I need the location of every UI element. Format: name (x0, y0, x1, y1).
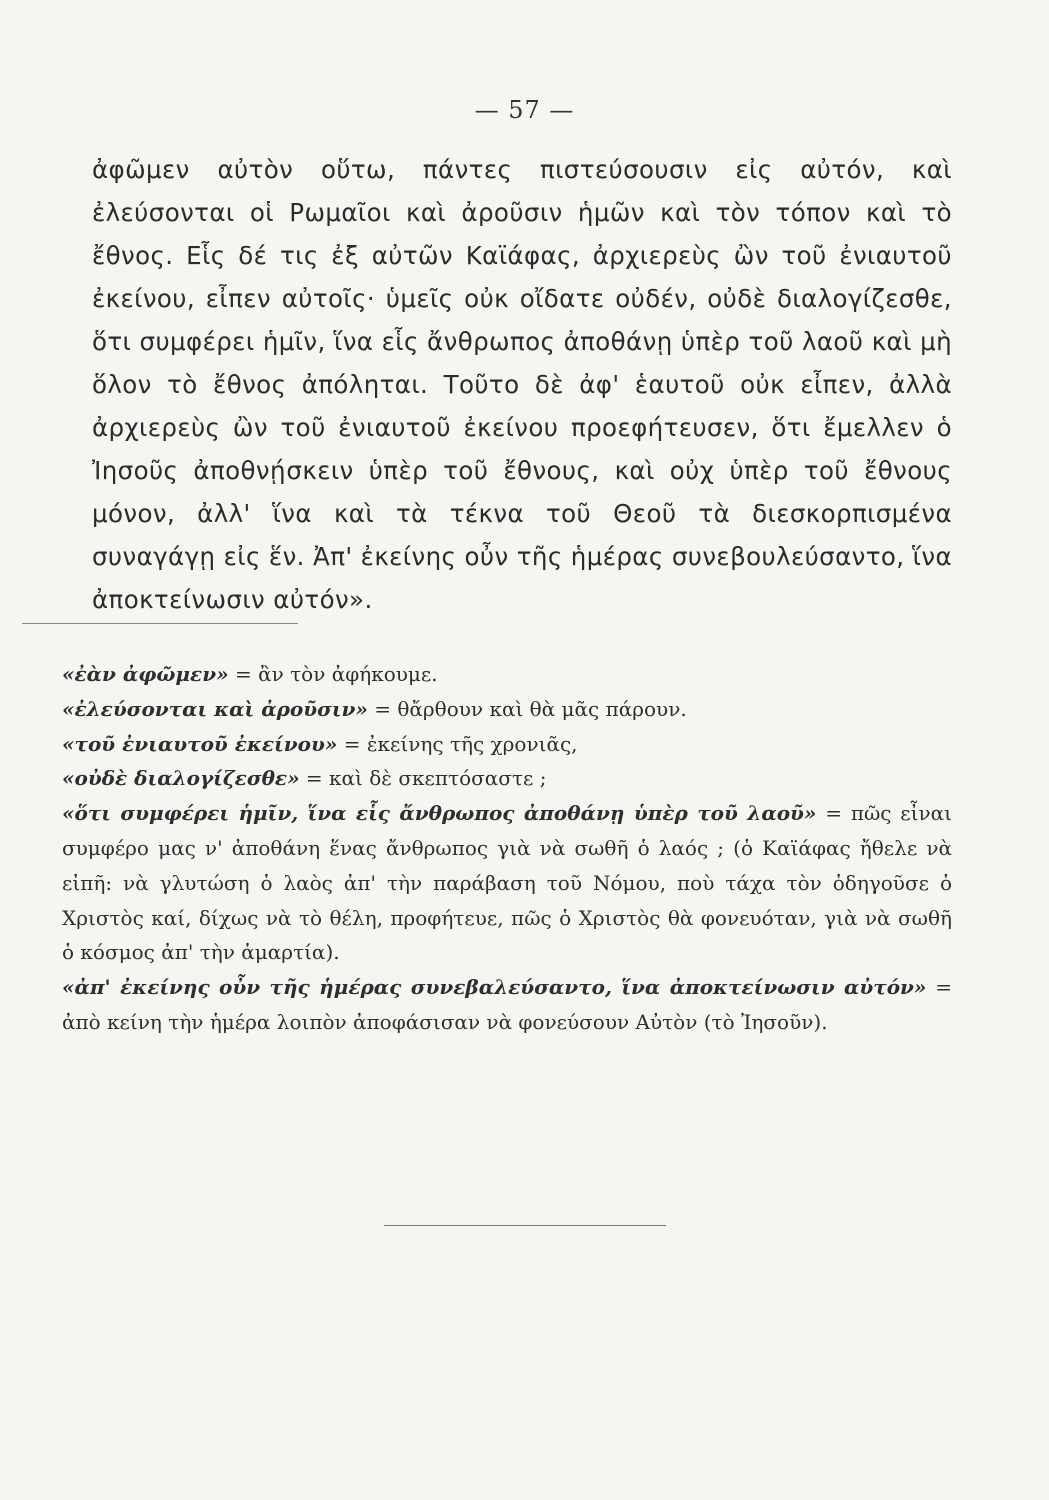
note-definition: = ἐκείνης τῆς χρονιᾶς, (337, 731, 578, 756)
note-item (62, 692, 952, 727)
note-definition: = ἂν τὸν ἀφήκουμε. (228, 662, 438, 686)
note-definition: = θἄρθουν καὶ θὰ μᾶς πάρουν. (367, 696, 687, 721)
note-item (62, 727, 952, 762)
note-term: «ὅτι συμφέρει ἡμῖν, ἵνα εἷς ἄνθρωπος ἀποθάνῃ ὑπὲρ τοῦ λαοῦ» (62, 801, 817, 826)
footnote-divider (22, 623, 298, 624)
note-item (62, 657, 952, 692)
note-definition: = πῶς εἶναι συμφέρο μας ν' ἀποθάνη ἕνας ἄνθρωπος γιὰ νὰ σωθῆ ὁ λαός ; (ὁ Καϊάφας ἤθελε νὰ εἰπῆ: νὰ γλυτώση ὁ λαὸς ἀπ' τὴν παράβαση τοῦ Νόμου, ποὺ τάχα τὸν ὁδηγοῦσε ὁ Χριστὸς καί, δίχως νὰ τὸ θέλη, προφήτευε, πῶς ὁ Χριστὸς θὰ φονευόταν, γιὰ νὰ σωθῆ ὁ κόσμος ἀπ' τὴν ἁμαρτία). (62, 801, 952, 965)
note-term: «ἐλεύσονται καὶ ἀροῦσιν» (62, 696, 368, 721)
note-term: «οὐδὲ διαλογίζεσθε» (62, 766, 300, 791)
note-item (62, 796, 952, 970)
note-definition: = καὶ δὲ σκεπτόσαστε ; (299, 766, 547, 791)
note-definition: = ἀπὸ κείνη τὴν ἡμέρα λοιπὸν ἀποφάσισαν νὰ φονεύσουν Αὐτὸν (τὸ Ἰησοῦν). (62, 975, 952, 1034)
note-item (62, 761, 952, 796)
main-text-block (92, 148, 952, 621)
bottom-divider (384, 1225, 666, 1226)
note-term: «ἀπ' ἐκείνης οὖν τῆς ἡμέρας συνεβαλεύσαντο, ἵνα ἀποκτείνωσιν αὐτόν» (62, 975, 927, 1000)
main-paragraph: ἀφῶμεν αὐτὸν οὕτω, πάντες πιστεύσουσιν εἰς αὐτόν, καὶ ἐλεύσονται οἱ Ρωμαῖοι καὶ ἀροῦσιν ἡμῶν καὶ τὸν τόπον καὶ τὸ ἔθνος. Εἷς δέ τις ἐξ αὐτῶν Καϊάφας, ἀρχιερεὺς ὢν τοῦ ἐνιαυτοῦ ἐκείνου, εἶπεν αὐτοῖς· ὑμεῖς οὐκ οἴδατε οὐδέν, οὐδὲ διαλογίζεσθε, ὅτι συμφέρει ἡμῖν, ἵνα εἷς ἄνθρωπος ἀποθάνῃ ὑπὲρ τοῦ λαοῦ καὶ μὴ ὅλον τὸ ἔθνος ἀπόληται. Τοῦτο δὲ ἀφ' ἑαυτοῦ οὐκ εἶπεν, ἀλλὰ ἀρχιερεὺς ὢν τοῦ ἐνιαυτοῦ ἐκείνου προεφήτευσεν, ὅτι ἔμελλεν ὁ Ἰησοῦς ἀποθνῄσκειν ὑπὲρ τοῦ ἔθνους, καὶ οὐχ ὑπὲρ τοῦ ἔθνους μόνον, ἀλλ' ἵνα καὶ τὰ τέκνα τοῦ Θεοῦ τὰ διεσκορπισμένα συναγάγῃ εἰς ἕν. Ἀπ' ἐκείνης οὖν τῆς ἡμέρας συνεβουλεύσαντο, ἵνα ἀποκτείνωσιν αὐτόν». (92, 155, 952, 614)
note-term: «ἐὰν ἀφῶμεν» (62, 662, 229, 686)
page-number: — 57 — (474, 96, 575, 124)
note-item (62, 970, 952, 1040)
note-term: «τοῦ ἐνιαυτοῦ ἐκείνου» (62, 731, 338, 756)
notes-section (62, 657, 952, 1040)
